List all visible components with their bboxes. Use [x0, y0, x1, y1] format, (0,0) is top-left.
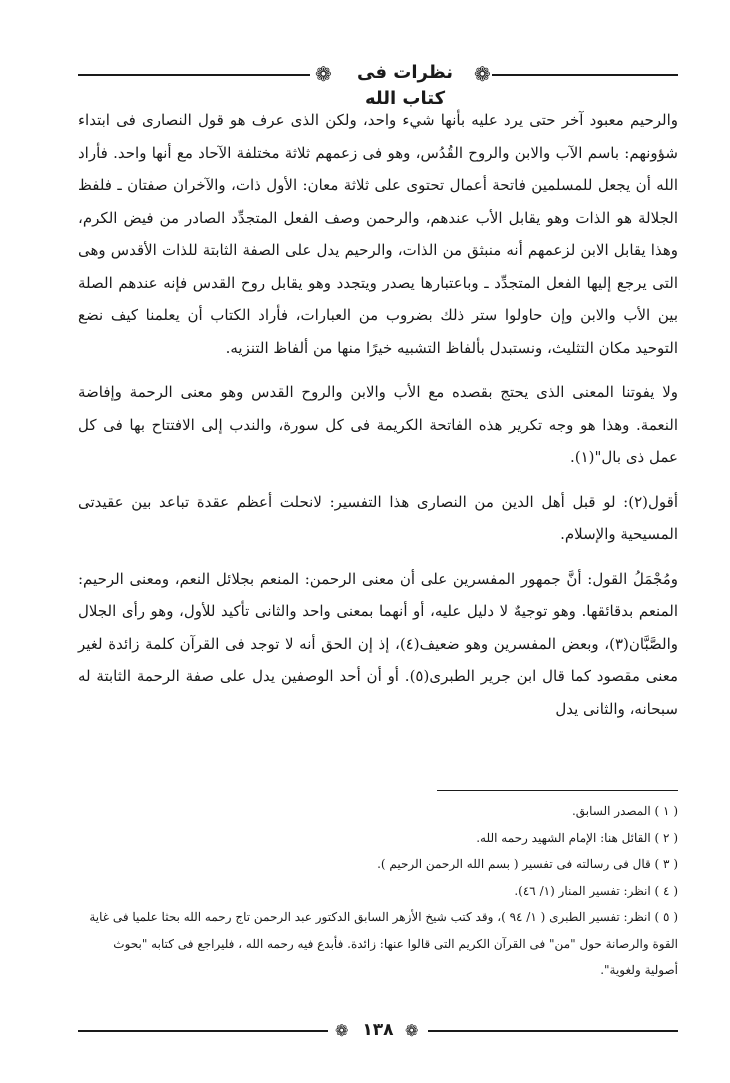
footer-rule-right: [428, 1030, 678, 1032]
header-rule-right: [492, 74, 678, 76]
paragraph: ولا يفوتنا المعنى الذى يحتج بقصده مع الأب والابن والروح القدس وهو معنى الرحمة وإفاضة النعمة. وهذا هو وجه تكرير هذه الفاتحة الكريمة فى كل سورة، والندب إلى الافتتاح بها فى كل عمل ذى بال"(١).: [78, 383, 678, 466]
page-footer: [78, 1016, 678, 1046]
main-text: [78, 104, 678, 725]
footer-ornament-left: ❁: [335, 1021, 349, 1040]
footnote: ( ٣ ) قال فى رسالته فى تفسير ( بسم الله الرحمن الرحيم ).: [377, 857, 678, 871]
book-title: نظرات فى كتاب الله: [356, 62, 453, 109]
footer-ornament-right: ❁: [405, 1021, 419, 1040]
running-header: [78, 58, 678, 109]
paragraph: ومُجْمَلُ القول: أنَّ جمهور المفسرين على أن معنى الرحمن: المنعم بجلائل النعم، ومعنى الرحيم: المنعم بدقائقها. وهو توجيهٌ لا دليل عليه، أو أنهما بمعنى واحد والثانى تأكيد للأول، وهو رأى الجلال والصَّبَّان(٣)، وبعض المفسرين وهو ضعيف(٤)، إذ إن الحق أنه لا توجد فى القرآن كلمة زائدة لغير معنى مقصود كما قال ابن جرير الطبرى(٥). أو أن أحد الوصفين يدل على صفة الرحمة الثابتة له سبحانه، والثانى يدل: [78, 569, 678, 718]
footnote-separator: [437, 790, 678, 791]
header-ornament-right: ❁: [474, 62, 491, 86]
footnotes: [78, 798, 678, 984]
footnote: ( ٤ ) انظر: تفسير المنار (١/ ٤٦).: [514, 883, 678, 898]
header-ornament-left: ❁: [315, 62, 332, 86]
footnote: ( ٥ ) انظر: تفسير الطبرى ( ١/ ٩٤ )، وقد كتب شيخ الأزهر السابق الدكتور عبد الرحمن تاج رحمه الله بحثا علميا فى غاية القوة والرصانة حول "من" فى القرآن الكريم التى قالوا عنها: زائدة. فأبدع فيه رحمه الله ، فليراجع فى كتابه "بحوث أصولية ولغوية".: [89, 910, 678, 977]
paragraph: أقول(٢): لو قبل أهل الدين من النصارى هذا التفسير: لانحلت أعظم عقدة تباعد بين عقيدتى المسيحية والإسلام.: [78, 492, 678, 543]
page-number: ١٣٨: [362, 1020, 394, 1040]
footer-rule-left: [78, 1030, 328, 1032]
footnote: ( ٢ ) القائل هنا: الإمام الشهيد رحمه الله.: [476, 830, 678, 845]
paragraph: والرحيم معبود آخر حتى يرد عليه بأنها شيء واحد، ولكن الذى عرف هو قول النصارى فى ابتداء شؤونهم: باسم الآب والابن والروح القُدُس، وهو فى زعمهم ثلاثة مختلفة الآحاد مع أنها واحد. فأراد الله أن يجعل للمسلمين فاتحة أعمال تحتوى على ثلاثة معان: الأول ذات، والآخران صفتان ـ فلفظ الجلالة هو الذات وهو يقابل الأب عندهم، والرحمن وصف الفعل المتجدِّد الصادر من فيض الكرم، وهذا يقابل الابن لزعمهم أنه منبثق من الذات، والرحيم يدل على الصفة الثابتة للذات الأقدس وهى التى يرجع إليها الفعل المتجدِّد ـ وباعتبارها يصدر ويتجدد وهو يقابل روح القدس فإنه عندهم الصلة بين الأب والابن وإن حاولوا ستر ذلك بضروب من العبارات، فأراد الكتاب أن يعلمنا كيف نضع التوحيد مكان التثليث، ونستبدل بألفاظ التشبيه خيرًا منها من ألفاظ التنزيه.: [78, 111, 678, 357]
header-rule-left: [78, 74, 310, 76]
footnote: ( ١ ) المصدر السابق.: [571, 804, 678, 818]
